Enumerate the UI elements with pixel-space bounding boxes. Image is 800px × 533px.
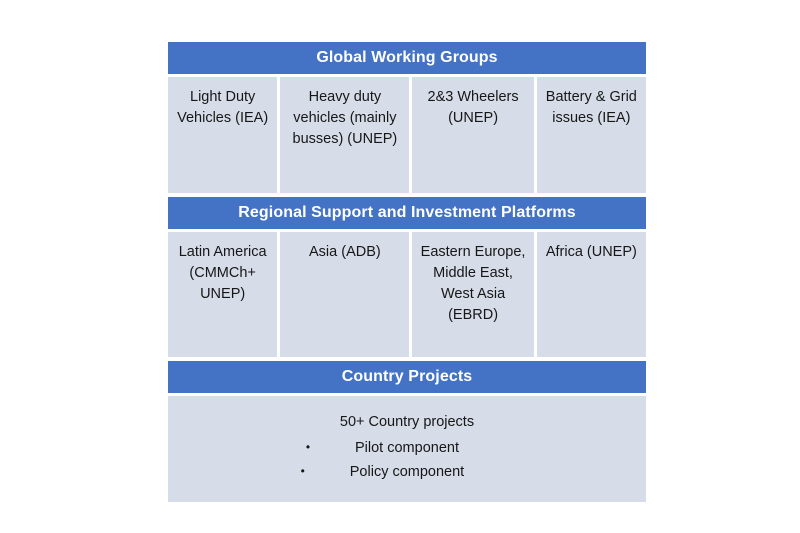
bullet-text-policy: Policy component [349, 464, 465, 480]
cell-battery-grid-issues: Battery & Grid issues (IEA) [537, 77, 646, 193]
country-projects-body [168, 396, 646, 502]
diagram-container [168, 42, 646, 491]
cell-eastern-europe-middle-east-west-asia: Eastern Europe, Middle East, West Asia (EBRD) [412, 232, 533, 357]
country-projects-title: 50+ Country projects [339, 414, 475, 430]
cell-2-and-3-wheelers: 2&3 Wheelers (UNEP) [412, 77, 533, 193]
country-projects-bullets [168, 436, 646, 484]
cell-light-duty-vehicles: Light Duty Vehicles (IEA) [168, 77, 277, 193]
band-country-projects: Country Projects [168, 361, 646, 393]
row-regional-platforms [168, 232, 646, 357]
row-global-working-groups [168, 77, 646, 193]
bullet-text-pilot: Pilot component [355, 440, 459, 456]
cell-latin-america: Latin America (CMMCh+ UNEP) [168, 232, 277, 357]
cell-africa: Africa (UNEP) [537, 232, 646, 357]
cell-asia: Asia (ADB) [280, 232, 409, 357]
cell-heavy-duty-vehicles: Heavy duty vehicles (mainly busses) (UNEP) [280, 77, 409, 193]
bullet-dot-icon: • [305, 440, 311, 454]
band-regional-support: Regional Support and Investment Platforms [168, 197, 646, 229]
list-item [168, 460, 646, 484]
list-item [168, 436, 646, 460]
bullet-dot-icon: • [300, 464, 305, 478]
band-global-working-groups: Global Working Groups [168, 42, 646, 74]
